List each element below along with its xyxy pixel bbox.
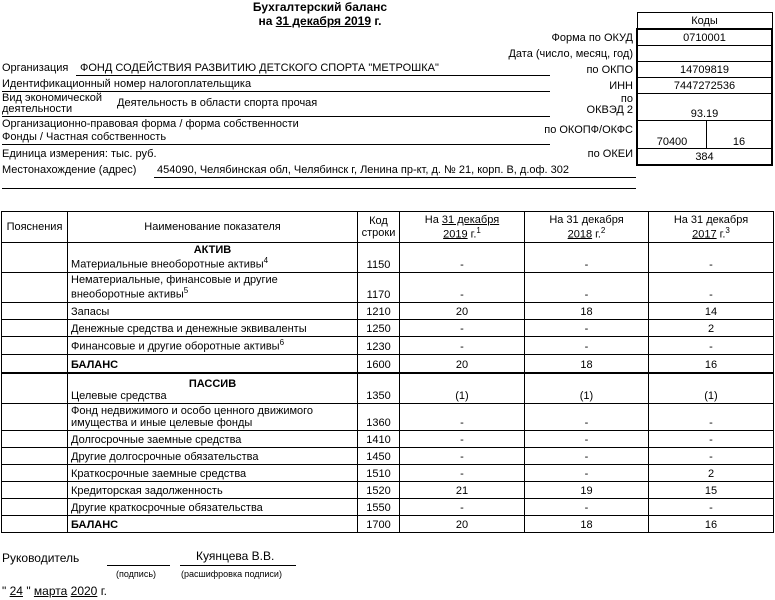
value-2017-cell: - [649,273,774,303]
col-2018-pre: На 31 декабря [549,213,624,226]
indicator-name-cell [68,430,358,447]
table-row [2,481,774,498]
col-code-header [358,212,400,243]
activity-label-2: деятельности [2,103,73,115]
form-label-2: Фонды / Частная собственность [2,131,167,143]
address-underline [154,177,636,178]
table-row [2,273,774,303]
balance-table [1,211,774,533]
indicator-name-cell [68,447,358,464]
date-label: Дата (число, месяц, год) [508,48,633,60]
footnote-mark: 4 [263,256,269,266]
line-code-cell: 1230 [358,337,400,355]
col-2018-sup: 2 [600,225,606,235]
line-code-cell: 1170 [358,273,400,303]
value-2018-cell: 18 [525,303,649,320]
signature-line [107,565,170,566]
indicator-name: БАЛАНС [71,518,119,531]
table-row [2,447,774,464]
value-2018-cell: 19 [525,481,649,498]
notes-cell [2,430,68,447]
table-row [2,498,774,515]
page-title [220,0,420,28]
line-code-cell: 1410 [358,430,400,447]
okei-value: 384 [637,149,772,166]
value-2018-cell: - [525,403,649,430]
col-2018-header [525,212,649,243]
indicator-name-cell [68,515,358,532]
table-row [2,403,774,430]
col-2019-pre: На [424,213,439,226]
head-label: Руководитель [2,551,80,565]
indicator-name: Денежные средства и денежные эквиваленты [71,323,307,335]
value-2018-cell: - [525,464,649,481]
value-2018-cell: (1) [525,373,649,403]
inn-long-label: Идентификационный номер налогоплательщика [2,78,252,90]
sign-day: 24 [9,584,23,598]
col-2018-g: г. [595,228,601,241]
notes-cell [2,320,68,337]
quote-open: " [2,584,7,598]
footnote-mark: 5 [183,286,189,296]
col-notes-header: Пояснения [2,212,68,243]
sign-month: марта [33,584,68,598]
notes-cell [2,373,68,403]
col-2017-year: 2017 [692,228,717,241]
col-2019-sup: 1 [476,225,481,235]
value-2018-cell: - [525,320,649,337]
col-2019-date: 31 декабря [441,213,500,226]
indicator-name-cell [68,498,358,515]
org-underline [76,75,550,76]
col-2017-pre: На 31 декабря [673,213,749,226]
value-2019-cell: - [400,273,525,303]
col-2018-year: 2018 [567,228,593,241]
value-2018-cell: - [525,337,649,355]
indicator-name-cell [68,337,358,355]
value-2017-cell: 15 [649,481,774,498]
section-heading: ПАССИВ [188,377,237,390]
value-2017-cell: - [649,430,774,447]
okud-value: 0710001 [637,29,772,46]
table-row [2,243,774,273]
indicator-name-cell [68,273,358,303]
indicator-name: Краткосрочные заемные средства [71,467,247,480]
line-code-cell: 1450 [358,447,400,464]
value-2017-cell: (1) [649,373,774,403]
indicator-name: Материальные внеоборотные активы [71,259,264,271]
col-2017-g: г. [719,228,726,241]
value-2017-cell: - [649,403,774,430]
table-row [2,430,774,447]
activity-label-1: Вид экономической [2,92,103,104]
okei-label: по ОКЕИ [587,148,633,160]
okved-value: 93.19 [637,94,772,121]
quote-close: " [26,584,31,598]
address-label: Местонахождение (адрес) [2,164,137,176]
line-code-cell: 1360 [358,403,400,430]
line-code-cell: 1600 [358,354,400,373]
table-row [2,354,774,373]
line-code-cell: 1210 [358,303,400,320]
notes-cell [2,243,68,273]
indicator-name: Целевые средства [71,389,167,402]
indicator-name-cell [68,243,358,273]
value-2018-cell: - [525,243,649,273]
col-2017-sup: 3 [725,225,730,235]
table-row [2,373,774,403]
indicator-name: Запасы [71,306,110,318]
value-2019-cell: - [400,498,525,515]
indicator-name: Другие долгосрочные обязательства [71,450,259,463]
notes-cell [2,515,68,532]
title-line1: Бухгалтерский баланс [252,0,388,14]
notes-cell [2,337,68,355]
title-date: 31 декабря 2019 [275,14,372,28]
line-code-cell: 1510 [358,464,400,481]
line-code-cell: 1550 [358,498,400,515]
col-2017-header [649,212,774,243]
indicator-name-cell [68,303,358,320]
okved-label-1: по [620,93,633,105]
notes-cell [2,403,68,430]
notes-cell [2,481,68,498]
value-2019-cell: - [400,430,525,447]
indicator-name-cell [68,320,358,337]
value-2017-cell: - [649,447,774,464]
address-value: 454090, Челябинская обл, Челябинск г, Ленина пр-кт, д. № 21, корп. В, д.оф. 302 [157,164,570,176]
value-2018-cell: - [525,447,649,464]
codes-table [636,12,773,166]
okpo-label: по ОКПО [586,64,633,76]
value-2019-cell: - [400,447,525,464]
table-row [2,464,774,481]
value-2017-cell: - [649,498,774,515]
table-row [2,320,774,337]
okopf-value: 70400 [637,121,707,149]
value-2019-cell: 20 [400,303,525,320]
name-line [180,565,296,566]
value-2017-cell: 16 [649,354,774,373]
col-2019-year: 2019 [443,228,468,241]
okopf-label: по ОКОПФ/ОКФС [544,124,633,136]
unit-label: Единица измерения: тыс. руб. [2,148,157,160]
table-row [2,515,774,532]
col-2019-header [400,212,525,243]
line-code-cell: 1250 [358,320,400,337]
okved-label-2: ОКВЭД 2 [586,104,633,116]
indicator-name: Нематериальные, финансовые и другие внеоборотные активы [71,274,278,301]
value-2018-cell: - [525,273,649,303]
notes-cell [2,273,68,303]
org-name: ФОНД СОДЕЙСТВИЯ РАЗВИТИЮ ДЕТСКОГО СПОРТА "МЕТРОШКА" [80,62,439,74]
value-2019-cell: - [400,320,525,337]
value-2019-cell: - [400,337,525,355]
indicator-name-cell [68,354,358,373]
notes-cell [2,464,68,481]
value-2019-cell: 20 [400,515,525,532]
indicator-name: Кредиторская задолженность [71,484,223,497]
indicator-name-cell [68,464,358,481]
activity-underline [2,116,550,117]
value-2019-cell: 21 [400,481,525,498]
inn-value: 7447272536 [637,78,772,94]
section-heading: АКТИВ [193,244,232,257]
notes-cell [2,303,68,320]
head-name: Куянцева В.В. [196,549,275,563]
okud-label: Форма по ОКУД [551,32,633,44]
notes-cell [2,498,68,515]
okpo-value: 14709819 [637,62,772,78]
col-name-header: Наименование показателя [68,212,358,243]
value-2019-cell: (1) [400,373,525,403]
indicator-name-cell [68,481,358,498]
line-code-cell: 1520 [358,481,400,498]
org-label: Организация [2,62,69,74]
indicator-name: Другие краткосрочные обязательства [71,501,263,514]
col-code-line2: строки [361,227,396,239]
line-code-cell: 1700 [358,515,400,532]
inn-label: ИНН [609,80,633,92]
okfs-value: 16 [707,121,773,149]
form-label-1: Организационно-правовая форма / форма собственности [2,118,299,130]
col-2019-g: г. [470,228,477,241]
name-caption: (расшифровка подписи) [181,569,282,579]
col-code-line1: Код [369,215,388,227]
sign-g: г. [100,584,107,598]
value-2019-cell: - [400,403,525,430]
notes-cell [2,354,68,373]
sign-year: 2020 [70,584,98,598]
sign-date [2,584,107,598]
notes-cell [2,447,68,464]
indicator-name: БАЛАНС [71,359,119,372]
indicator-name-cell [68,373,358,403]
value-2019-cell: 20 [400,354,525,373]
value-2018-cell: - [525,430,649,447]
line-code-cell: 1150 [358,243,400,273]
title-prefix: на [258,14,273,28]
value-2017-cell: 14 [649,303,774,320]
line-code-cell: 1350 [358,373,400,403]
title-line2 [220,14,420,28]
value-2017-cell: 16 [649,515,774,532]
form-underline [2,144,550,145]
value-2018-cell: 18 [525,354,649,373]
value-2017-cell: 2 [649,464,774,481]
footnote-mark: 6 [279,338,285,347]
indicator-name: Фонд недвижимого и особо ценного движимого имущества и иные целевые фонды [71,404,314,429]
value-2019-cell: - [400,243,525,273]
indicator-name: Долгосрочные заемные средства [71,433,242,446]
value-2018-cell: - [525,498,649,515]
value-2017-cell: 2 [649,320,774,337]
address-underline-2 [2,188,636,189]
table-row [2,303,774,320]
indicator-name: Финансовые и другие оборотные активы [71,340,280,353]
codes-header: Коды [637,13,772,30]
date-value [637,46,772,62]
value-2017-cell: - [649,337,774,355]
value-2019-cell: - [400,464,525,481]
indicator-name-cell [68,403,358,430]
value-2017-cell: - [649,243,774,273]
table-row [2,337,774,355]
table-body [2,243,774,533]
activity-value: Деятельность в области спорта прочая [117,97,318,109]
value-2018-cell: 18 [525,515,649,532]
sign-caption: (подпись) [116,569,157,579]
title-suffix: г. [374,14,382,28]
